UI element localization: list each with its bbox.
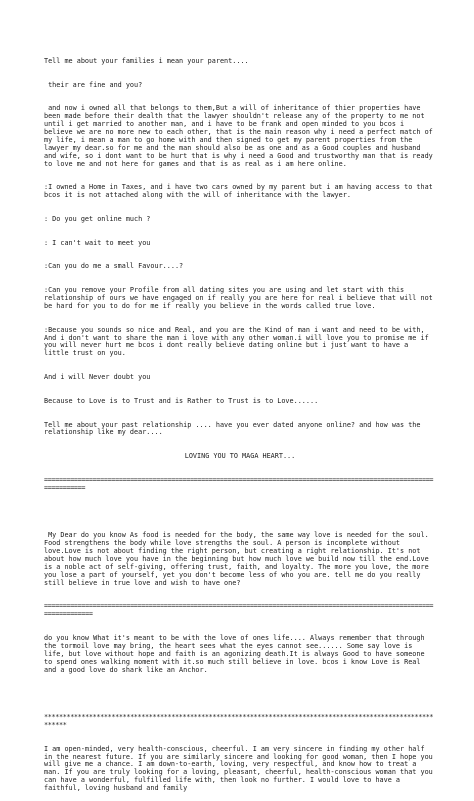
paragraph-remove-profile: :Can you remove your Profile from all dating sites you are using and let start with this relationship of ours we have engaged on if really you are here for real i believe that will not be hard for you to do for me if really you believe in the words called true love. [44, 286, 437, 310]
paragraph-past-relationship: Tell me about your past relationship .... have you ever dated anyone online? and how was the relationship like my dear.... [44, 420, 425, 437]
paragraph-love-of-life: do you know What it's meant to be with the love of ones life.... Always remember that through the tormoil love may bring, the heart sees what the eyes cannot see...... Some say love is life, but love without hope and faith is an agonizing death.It is always Good to have someone to spend ones walking moment with it.so much still believe in love. bcos i know Love is Real and a good love do shark like an Anchor. [44, 633, 429, 674]
spacer-2 [44, 690, 436, 698]
paragraph-food-and-love: My Dear do you know As food is needed for the body, the same way love is needed for the soul. Food strengthens the body while love strengths the soul. A person is incomplete without love.Love is not about finding the right person, but creating a right relationship. It's not about how much love you have in the beginning but how much love we build now till the end.Love is a noble act of self-giving, offering trust, faith, and loyalty. The more you love, the more you lose a part of yourself, yet you don't become less of who you are. tell me do you really still believe in true love and wish to have one? [44, 531, 433, 587]
line-never-doubt: And i will Never doubt you [44, 373, 151, 382]
document-page [44, 42, 436, 801]
separator-equals-2: ===================================================================================================================== [44, 602, 434, 619]
paragraph-open-minded: I am open-minded, very health-conscious, cheerful. I am very sincere in finding my other half in the nearest future. If you are similarly sincere and looking for good woman, then I hope you will give me a chance. I am down-to-earth, loving, very respectful, and know how to treat a man. If you are truly looking for a loving, pleasant, cheerful, health-conscious woman that you can have a wonderful, fulfilled life with, then look no further. I would love to have a faithful, loving husband and family [44, 744, 437, 793]
line-families-question: Tell me about your families i mean your parent.... [44, 56, 249, 65]
line-small-favour: :Can you do me a small Favour....? [44, 262, 184, 271]
heading-loving-you: LOVING YOU TO MAGA HEART... [184, 452, 296, 461]
paragraph-inheritance: and now i owned all that belongs to them,But a will of inheritance of thier properties have been made before their dealth that the lawyer shouldn't release any of the property to me not until i get married to another man, and i have to be frank and open minded to you bcos i believe we are no more new to each other, that is the main reason why i need a perfect match of my life, i mean a man to go home with and then signed to get my parent properties from the lawyer my dear.so for me and the man should also be as one and as a Good couples and husband and wife, so i dont want to be hurt that is why i need a Good and trustworthy man that is ready to love me and not here for games and that is as real as i am here online. [44, 104, 437, 168]
paragraph-nice-and-real: :Because you sounds so nice and Real, and you are the Kind of man i want and need to be with, And i don't want to share the man i love with any other woman.i will love you to promise me if you will never hurt me bcos i dont really believe dating online but i just want to have a little trust on you. [44, 325, 433, 358]
line-parents-fine: their are fine and you? [44, 80, 143, 89]
line-online-much: : Do you get online much ? [44, 214, 151, 223]
spacer [44, 508, 436, 516]
line-love-is-trust: Because to Love is to Trust and is Rather to Trust is to Love...... [44, 396, 319, 405]
separator-stars: ************************************************************************************************************** [44, 713, 434, 729]
line-cant-wait: : I can't wait to meet you [44, 238, 151, 247]
separator-equals: =================================================================================================================== [44, 475, 434, 492]
paragraph-home-taxes: :I owned a Home in Taxes, and i have two cars owned by my parent but i am having access to that bcos it is not attached along with the will of inheritance with the lawyer. [44, 183, 437, 200]
